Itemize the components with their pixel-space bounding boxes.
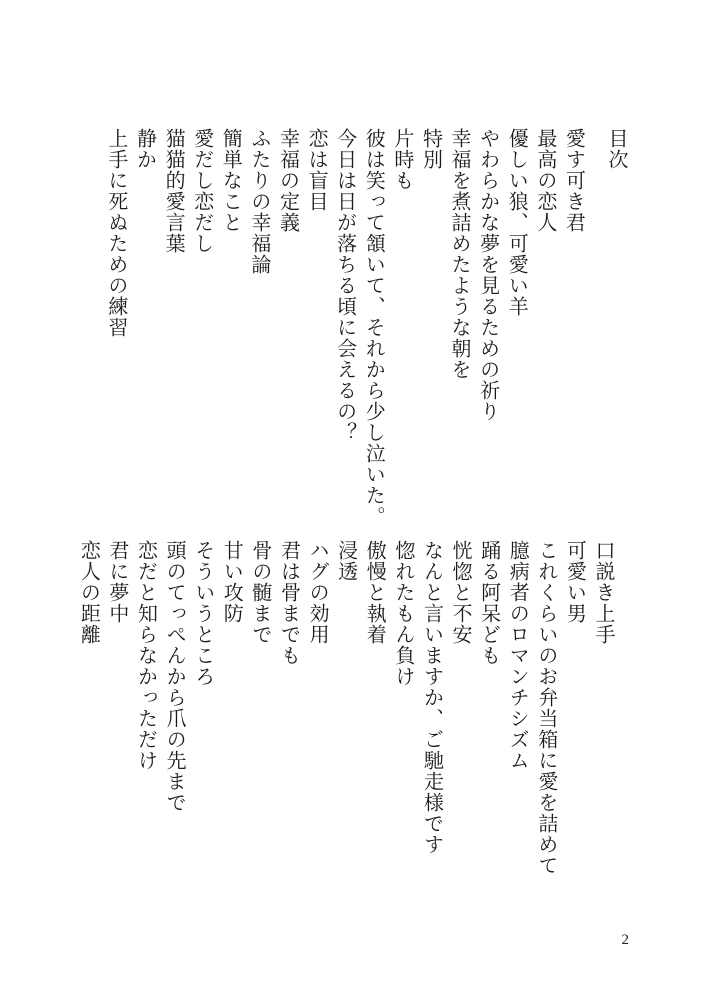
toc-entry: 猫猫的愛言葉	[162, 128, 187, 254]
toc-entry: ふたりの幸福論	[247, 128, 272, 275]
toc-entry: 惚れたもん負け	[391, 540, 416, 687]
toc-entry: 可愛い男	[563, 540, 588, 624]
toc-entry: 愛だし恋だし	[190, 128, 215, 254]
toc-entry: 優しい狼、可愛い羊	[505, 128, 530, 317]
toc-entry: 恋は盲目	[305, 128, 330, 212]
toc-entry: やわらかな夢を見るための祈り	[476, 128, 501, 422]
toc-bottom-block	[75, 540, 618, 960]
toc-entry: 頭のてっぺんから爪の先まで	[163, 540, 188, 813]
page-number: 2	[621, 932, 629, 948]
toc-entry: ハグの効用	[306, 540, 331, 645]
toc-entry: これくらいのお弁当箱に愛を詰めて	[534, 540, 559, 876]
toc-entry: 君は骨までも	[277, 540, 302, 666]
toc-entry: 幸福の定義	[276, 128, 301, 233]
toc-entry: 愛す可き君	[562, 128, 587, 233]
toc-entry: なんと言いますか、ご馳走様です	[420, 540, 445, 855]
toc-entry: 君に夢中	[105, 540, 130, 624]
toc-entry: 特別	[419, 128, 444, 170]
toc-entry: 口説き上手	[592, 540, 616, 645]
toc-entry: 片時も	[390, 128, 415, 191]
toc-entry: 浸透	[334, 540, 359, 582]
toc-entry: 静か	[133, 128, 158, 170]
toc-top-block	[102, 128, 631, 527]
toc-entry: そういうところ	[191, 540, 216, 687]
toc-entry: 恋だと知らなかっただけ	[134, 540, 159, 771]
toc-entry: 幸福を煮詰めたような朝を	[448, 128, 473, 380]
toc-entry: 上手に死ぬための練習	[104, 128, 129, 338]
toc-entry: 彼は笑って頷いて、それから少し泣いた。	[362, 128, 387, 527]
toc-entry: 今日は日が落ちる頃に会えるの？	[333, 128, 358, 443]
toc-entry: 骨の髄まで	[248, 540, 273, 645]
toc-entry: 簡単なこと	[219, 128, 244, 233]
toc-entry: 傲慢と執着	[363, 540, 388, 645]
toc-entry: 臆病者のロマンチシズム	[506, 540, 531, 771]
toc-entry: 最高の恋人	[533, 128, 558, 233]
toc-entry: 甘い攻防	[220, 540, 245, 624]
toc-heading: 目次	[605, 128, 629, 170]
toc-entry: 恍惚と不安	[449, 540, 474, 645]
toc-entry: 恋人の距離	[77, 540, 102, 645]
toc-entry: 踊る阿呆ども	[477, 540, 502, 666]
